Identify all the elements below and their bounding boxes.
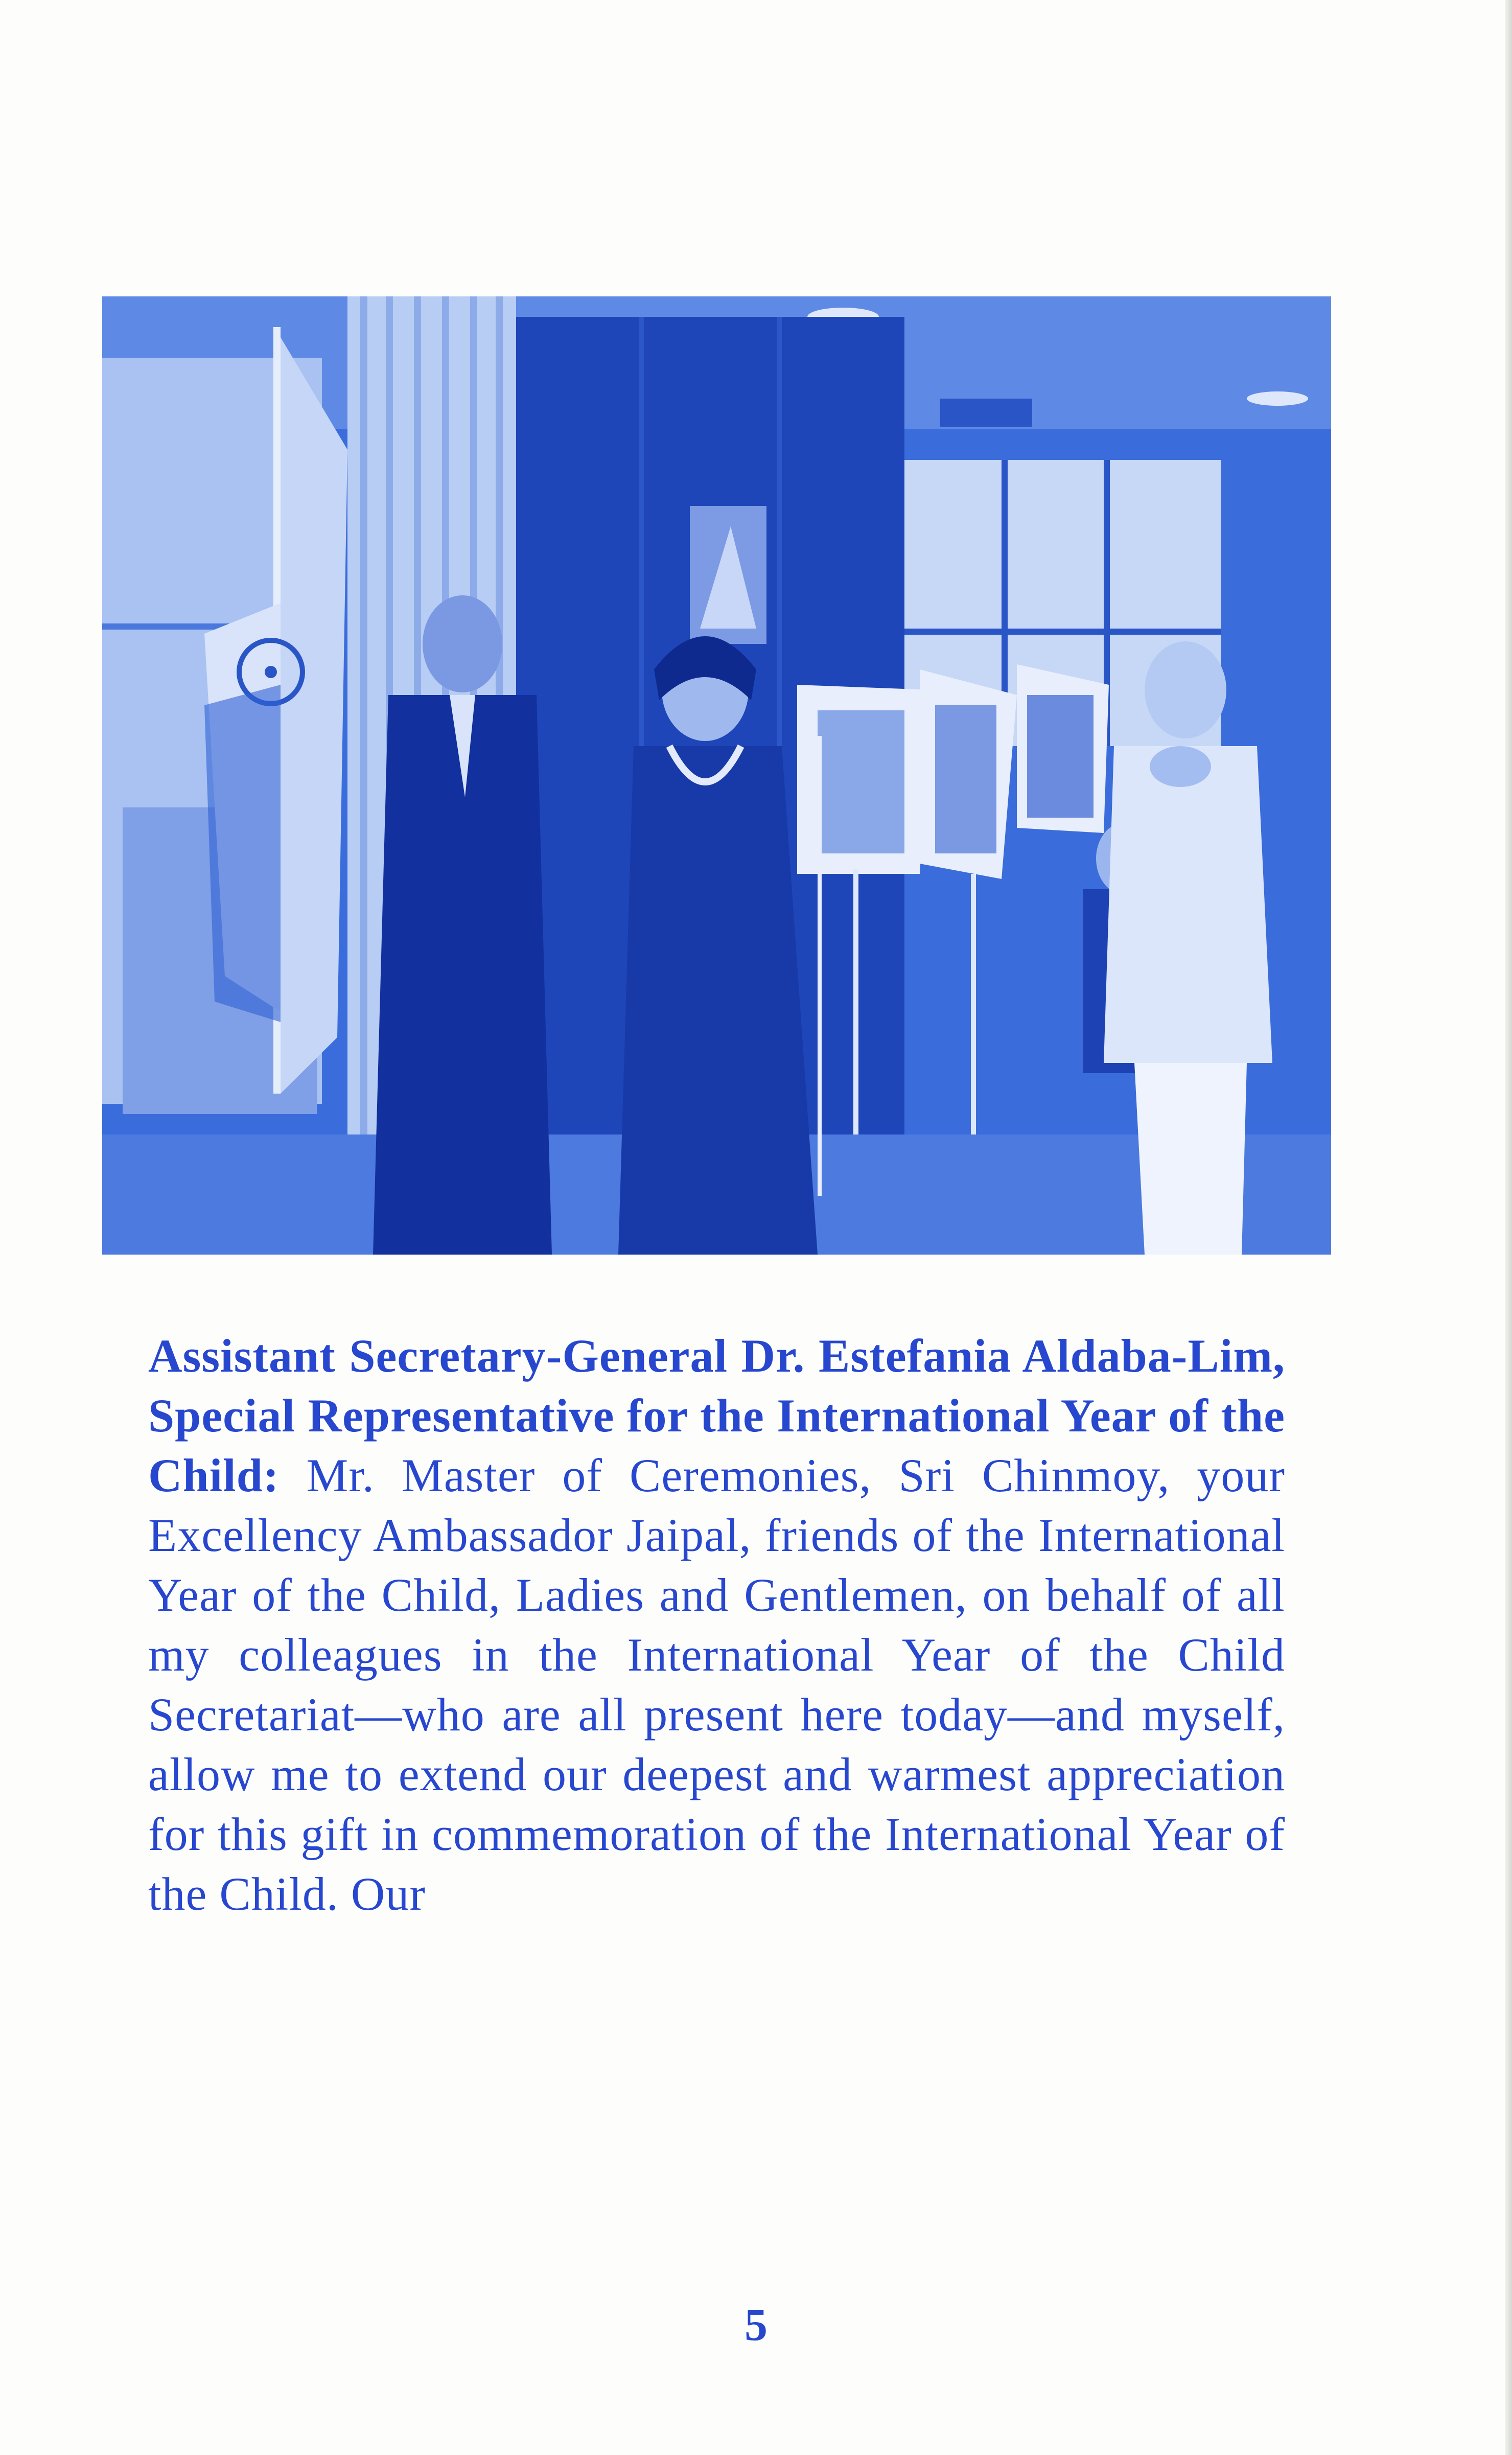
speech-paragraph: [148, 1326, 1285, 1924]
speaker-attribution: Assistant Secretary-General Dr. Estefania Aldaba-Lim, Special Representative for the International Year of the Child:: [148, 1330, 1285, 1501]
page-number: 5: [745, 2300, 767, 2350]
page-edge: [1505, 0, 1512, 2455]
speech-text: Mr. Master of Ceremonies, Sri Chinmoy, your Excellency Ambassador Jaipal, friends of the International Year of the Child, Ladies and Gentlemen, on behalf of all my colleagues in the International Year of the Child Secretariat—who are all present here today—and myself, allow me to extend our deepest and warmest appreciation for this gift in commemoration of the International Year of the Child. Our: [148, 1449, 1286, 1920]
event-photograph: [102, 296, 1331, 1255]
